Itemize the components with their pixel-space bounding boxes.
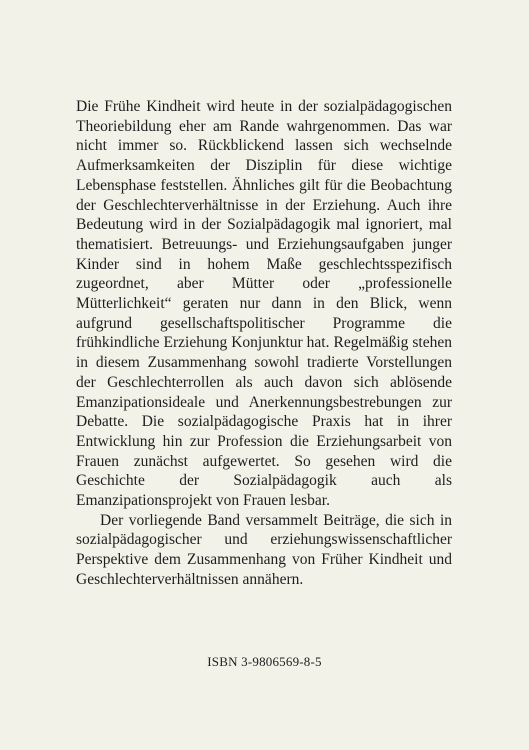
- blurb-paragraph-1: Die Frühe Kindheit wird heute in der sozialpädagogischen Theoriebildung eher am Rande wahrgenommen. Das war nicht immer so. Rückblickend lassen sich wechselnde Aufmerksamkeiten der Disziplin für diese wichtige Lebensphase feststellen. Ähnliches gilt für die Beobachtung der Geschlechterverhältnisse in der Erziehung. Auch ihre Bedeutung wird in der Sozialpädagogik mal ignoriert, mal thematisiert. Betreuungs- und Erziehungsaufgaben junger Kinder sind in hohem Maße geschlechtsspezifisch zugeordnet, aber Mütter oder „professionelle Mütterlichkeit“ geraten nur dann in den Blick, wenn aufgrund gesellschaftspolitischer Programme die frühkindliche Erziehung Konjunktur hat. Regelmäßig stehen in diesem Zusammenhang sowohl tradierte Vorstellungen der Geschlechterrollen als auch davon sich ablösende Emanzipationsideale und Anerkennungsbestrebungen zur Debatte. Die sozialpädagogische Praxis hat in ihrer Entwicklung hin zur Profession die Erziehungsarbeit von Frauen zunächst aufgewertet. So gesehen wird die Geschichte der Sozialpädagogik auch als Emanzipationsprojekt von Frauen lesbar.: [76, 98, 452, 510]
- isbn-number: ISBN 3-9806569-8-5: [207, 654, 322, 669]
- blurb-paragraph-2: Der vorliegende Band versammelt Beiträge, die sich in sozialpädagogischer und erziehungswissenschaftlicher Perspektive dem Zusammenhang von Früher Kindheit und Geschlechterverhältnissen annähern.: [76, 511, 452, 588]
- blurb-text: [76, 97, 452, 590]
